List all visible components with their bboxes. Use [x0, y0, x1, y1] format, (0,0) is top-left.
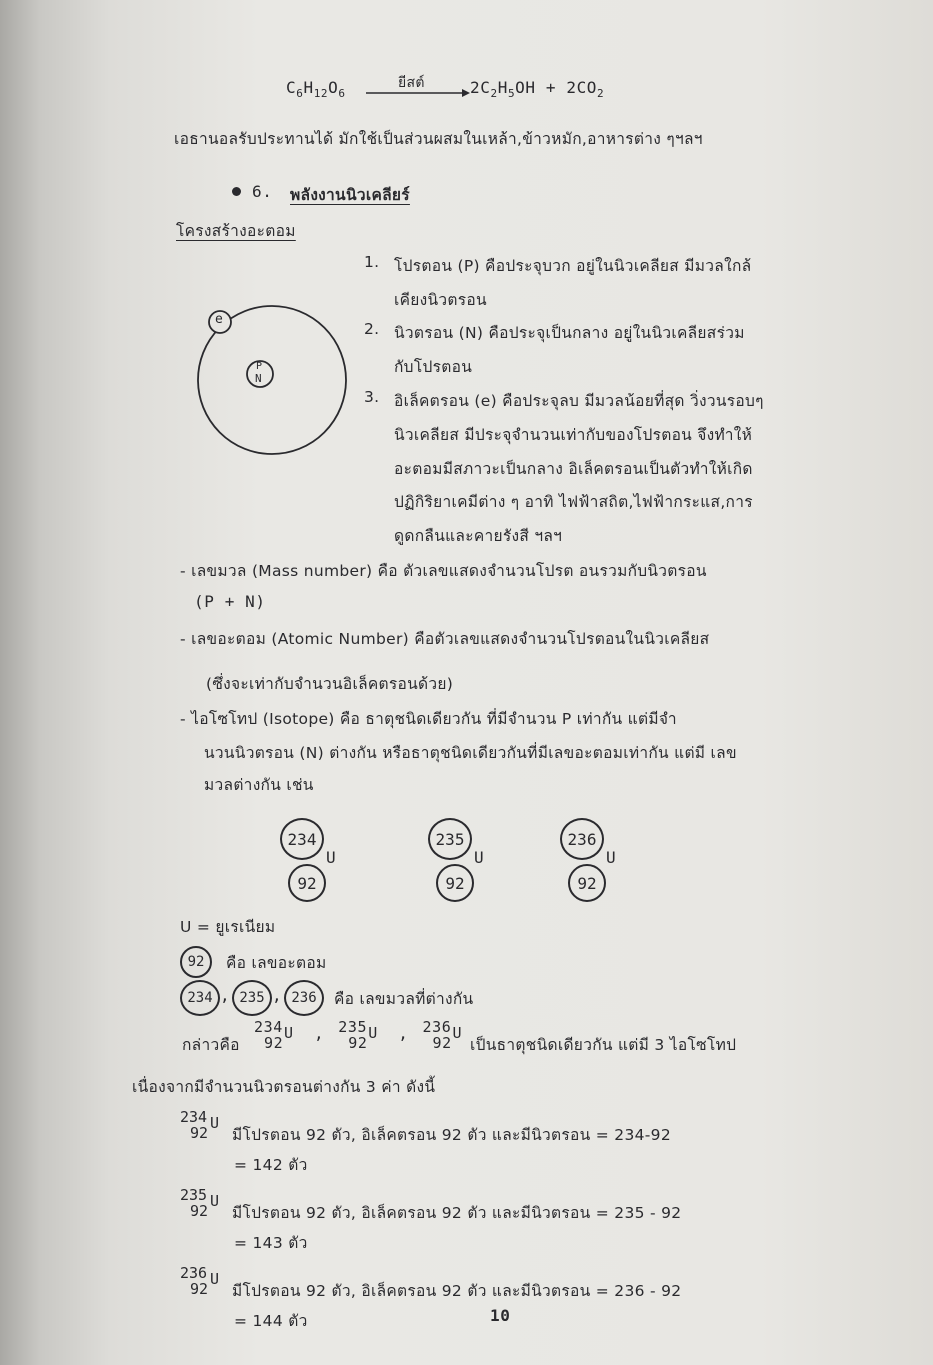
- uranium-definition: U = ยูเรเนียม: [180, 918, 276, 936]
- particle-3-line4: ปฏิกิริยาเคมีต่าง ๆ อาทิ ไฟฟ้าสถิต,ไฟฟ้ากระแส,การ: [394, 493, 753, 511]
- comma-separator: ,: [220, 986, 231, 1005]
- summary-prefix: กล่าวคือ: [182, 1036, 240, 1054]
- calc-text: มีโปรตอน 92 ตัว, อิเล็คตรอน 92 ตัว และมีนิวตรอน = 235 - 92: [232, 1204, 682, 1222]
- mass-number-circle: 236: [560, 818, 604, 860]
- calc-result: = 142 ตัว: [234, 1156, 308, 1174]
- mass-number-circle: 235: [428, 818, 472, 860]
- isotope-example-236: [560, 818, 630, 902]
- comma-separator: ,: [272, 986, 283, 1005]
- mass-circle-236: 236: [284, 980, 324, 1016]
- equation-reactant: $C_6H_{12}O_6$: [286, 78, 346, 101]
- particle-2-number: 2.: [364, 320, 380, 338]
- section-number: 6.: [252, 182, 273, 201]
- electron-label: e: [215, 312, 224, 327]
- particle-2-line1: นิวตรอน (N) คือประจุเป็นกลาง อยู่ในนิวเคลียสร่วม: [394, 324, 745, 342]
- summary-line2: เนื่องจากมีจำนวนนิวตรอนต่างกัน 3 ค่า ดังนี้: [132, 1078, 436, 1096]
- structure-heading: โครงสร้างอะตอม: [176, 222, 296, 240]
- mass-circle-235: 235: [232, 980, 272, 1016]
- particle-2-line2: กับโปรตอน: [394, 358, 473, 376]
- particle-3-number: 3.: [364, 388, 380, 406]
- particle-1-number: 1.: [364, 253, 380, 271]
- atomic-number-def-line2: (ซึ่งจะเท่ากับจำนวนอิเล็คตรอนด้วย): [206, 675, 454, 693]
- chemical-equation: [286, 78, 346, 100]
- isotope-example-235: [428, 818, 498, 902]
- element-symbol: U: [474, 848, 484, 867]
- atomic-number-def-line1: - เลขอะตอม (Atomic Number) คือตัวเลขแสดงจำนวนโปรตอนในนิวเคลียส: [180, 630, 710, 648]
- particle-3-line3: อะตอมมีสภาวะเป็นกลาง อิเล็คตรอนเป็นตัวทำให้เกิด: [394, 460, 753, 478]
- particle-3-line1: อิเล็คตรอน (e) คือประจุลบ มีมวลน้อยที่สุด วิ่งวนรอบๆ: [394, 392, 764, 410]
- nucleus-neutron-label: N: [255, 372, 263, 385]
- equation-products: $2C_2H_5OH + 2CO_2$: [470, 78, 605, 101]
- calc-234: [180, 1108, 820, 1178]
- nucleus-proton-label: P: [256, 361, 263, 372]
- particle-1-line1: โปรตอน (P) คือประจุบวก อยู่ในนิวเคลียส มีมวลใกล้: [394, 257, 752, 275]
- atomic-number-circle: 92: [288, 864, 326, 902]
- calc-235: [180, 1186, 820, 1256]
- particle-3-line5: ดูดกลืนและคายรังสี ฯลฯ: [394, 527, 563, 545]
- atomic-number-circle: 92: [436, 864, 474, 902]
- atomic-number-circle: 92: [568, 864, 606, 902]
- calc-text: มีโปรตอน 92 ตัว, อิเล็คตรอน 92 ตัว และมีนิวตรอน = 234-92: [232, 1126, 671, 1144]
- nuclide-236: 236 92 U: [422, 1018, 463, 1052]
- equation-catalyst: ยีสต์: [398, 75, 425, 91]
- calc-text: มีโปรตอน 92 ตัว, อิเล็คตรอน 92 ตัว และมีนิวตรอน = 236 - 92: [232, 1282, 682, 1300]
- calc-result: = 143 ตัว: [234, 1234, 308, 1252]
- section-bullet-icon: [232, 187, 241, 196]
- nuclide: 236 92 U: [180, 1264, 220, 1298]
- nuclide: 235 92 U: [180, 1186, 220, 1220]
- particle-3-line2: นิวเคลียส มีประจุจำนวนเท่ากับของโปรตอน จึงทำให้: [394, 426, 753, 444]
- calc-result: = 144 ตัว: [234, 1312, 308, 1330]
- element-symbol: U: [326, 848, 336, 867]
- isotope-def-line3: มวลต่างกัน เช่น: [204, 776, 314, 794]
- isotope-def-line1: - ไอโซโทป (Isotope) คือ ธาตุชนิดเดียวกัน ที่มีจำนวน P เท่ากัน แต่มีจำ: [180, 710, 677, 728]
- mass-number-meaning: คือ เลขมวลที่ต่างกัน: [334, 990, 474, 1008]
- isotope-example-234: [280, 818, 350, 902]
- mass-circle-234: 234: [180, 980, 220, 1016]
- intro-line: เอธานอลรับประทานได้ มักใช้เป็นส่วนผสมในเหล้า,ข้าวหมัก,อาหารต่าง ๆฯลฯ: [174, 130, 703, 148]
- mass-number-def-line1: - เลขมวล (Mass number) คือ ตัวเลขแสดงจำนวนโปรต อนรวมกับนิวตรอน: [180, 562, 707, 580]
- nuclide: 234 92 U: [180, 1108, 220, 1142]
- particle-1-line2: เคียงนิวตรอน: [394, 291, 487, 309]
- isotope-def-line2: นวนนิวตรอน (N) ต่างกัน หรือธาตุชนิดเดียวกันที่มีเลขอะตอมเท่ากัน แต่มี เลข: [204, 744, 737, 762]
- atomic-number-circle: 92: [180, 946, 212, 978]
- reaction-arrow-icon: [366, 88, 470, 98]
- summary-suffix: เป็นธาตุชนิดเดียวกัน แต่มี 3 ไอโซโทป: [470, 1036, 737, 1054]
- mass-number-def-line2: (P + N): [194, 592, 266, 611]
- summary-nuclides: 234 92 U , 235 92 U , 236 92 U: [254, 1018, 482, 1062]
- element-symbol: U: [606, 848, 616, 867]
- nuclide-234: 234 92 U: [254, 1018, 294, 1052]
- nuclide-235: 235 92 U: [338, 1018, 378, 1052]
- page-number: 10: [490, 1306, 511, 1325]
- mass-number-circle: 234: [280, 818, 324, 860]
- atom-diagram: [180, 298, 370, 458]
- atomic-number-meaning: คือ เลขอะตอม: [226, 954, 327, 972]
- section-title: พลังงานนิวเคลียร์: [290, 186, 410, 204]
